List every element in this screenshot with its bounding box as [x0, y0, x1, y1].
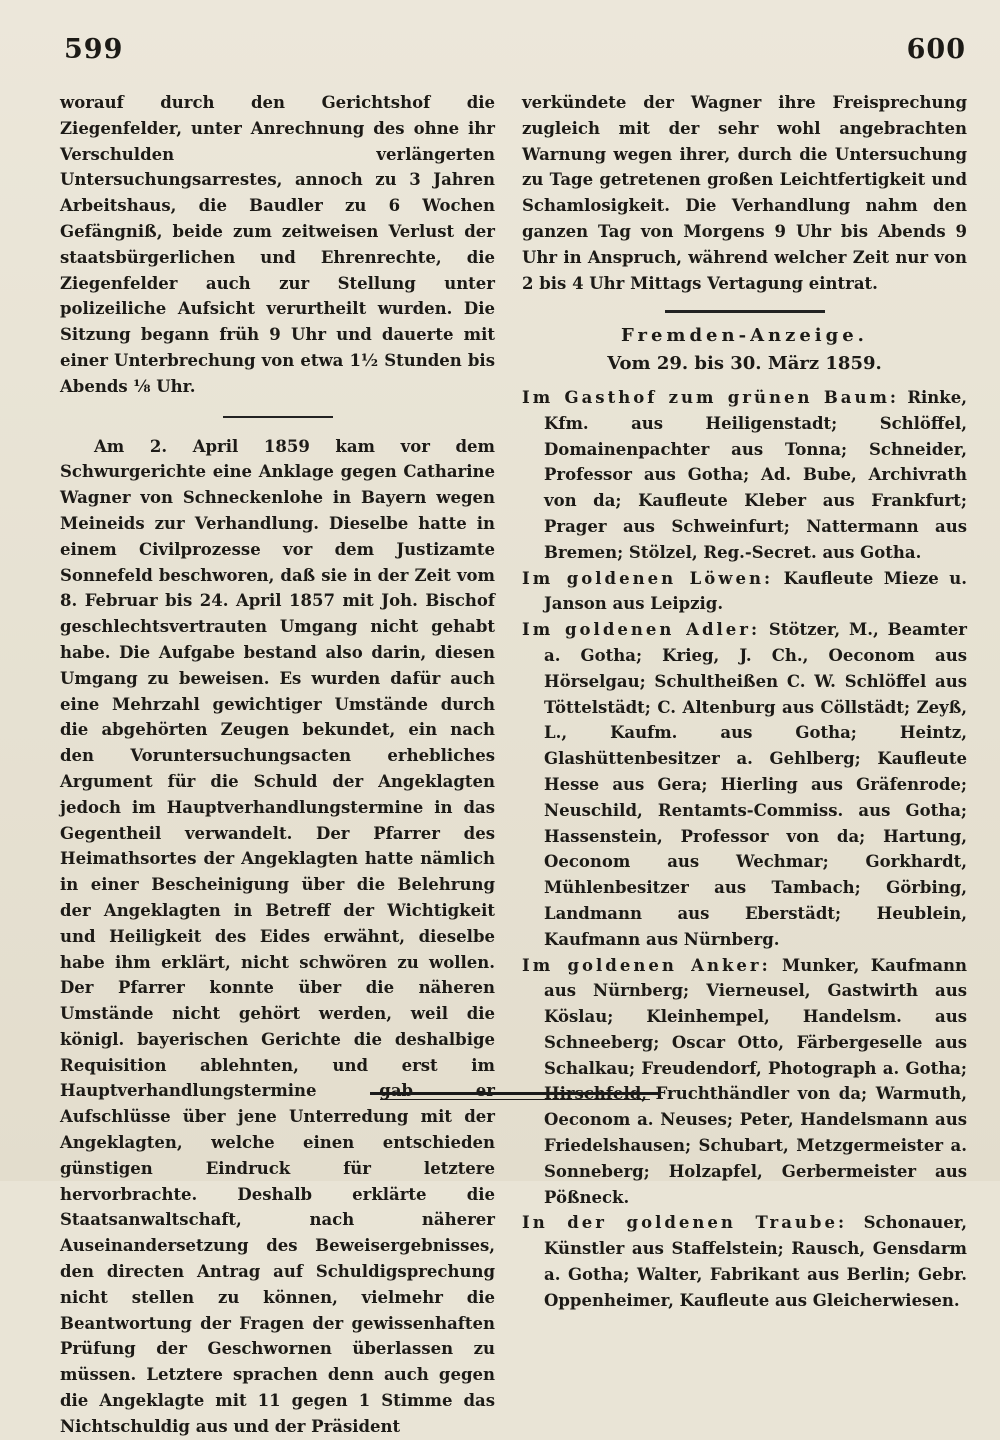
- guest-list: Kaufleute Mieze u. Janson aus Leipzig.: [544, 568, 967, 614]
- visitor-list-date: Vom 29. bis 30. März 1859.: [607, 353, 882, 375]
- guest-list: Schonauer, Künstler aus Staffelstein; Rausch, Gensdarm a. Gotha; Walter, Fabrikant aus Berlin; Gebr. Oppenheimer, Kaufleute aus Gleicherwiesen.: [544, 1213, 967, 1310]
- list-item: [522, 566, 967, 618]
- guest-list: Munker, Kaufmann aus Nürnberg; Vierneusel, Gastwirth aus Köslau; Kleinhempel, Handelsm. aus Schneeberg; Oscar Otto, Färbergeselle aus Schalkau; Freudendorf, Photograph a. Gotha; Hirschfeld, Fruchthändler von da; Warmuth, Oeconom a. Neuses; Peter, Handelsmann aus Friedelshausen; Schubart, Metzgermeister a. Sonneberg; Holzapfel, Gerbermeister aus Pößneck.: [544, 955, 968, 1207]
- hotel-name: Im goldenen Löwen:: [522, 568, 774, 588]
- perjury-trial-paragraph: Am 2. April 1859 kam vor dem Schwurgerichte eine Anklage gegen Catharine Wagner von Schneckenlohe in Bayern wegen Meineids zur Verhandlung. Dieselbe hatte in einem Civilprozesse vor dem Justizamte Sonnefeld beschworen, daß sie in der Zeit vom 8. Februar bis 24. April 1857 mit Joh. Bischof geschlechtsvertrauten Umgang nicht gehabt habe. Die Aufgabe bestand also darin, diesen Umgang zu beweisen. Es wurden dafür auch eine Mehrzahl gewichtiger Umstände durch die abgehörten Zeugen bekundet, ein nach den Voruntersuchungsacten erhebliches Argument für die Schuld der Angeklagten jedoch im Hauptverhandlungstermine in das Gegentheil verwandelt. Der Pfarrer des Heimathsortes der Angeklagten hatte nämlich in einer Bescheinigung über die Belehrung der Angeklagten in Betreff der Wichtigkeit und Heiligkeit des Eides erwähnt, dieselbe habe ihm erklärt, nicht schwören zu wollen. Der Pfarrer konnte über die näheren Umstände nicht gehört werden, weil die königl. bayerischen Gerichte die deshalbige Requisition ablehnten, und erst im Hauptverhandlungstermine gab er Aufschlüsse über jene Unterredung mit der Angeklagten, welche einen entschieden günstigen Eindruck für letztere hervorbrachte. Deshalb erklärte die Staatsanwaltschaft, nach näherer Auseinandersetzung des Beweisergebnisses, den directen Antrag auf Schuldigsprechung nicht stellen zu können, vielmehr die Beantwortung der Fragen der gewissenhaften Prüfung der Geschwornen überlassen zu müssen. Letztere sprachen denn auch gegen die Angeklagte mit 11 gegen 1 Stimme das Nichtschuldig aus und der Präsident: [60, 436, 495, 1436]
- page-number-right: 600: [906, 34, 966, 65]
- page-end-rule-thin: [380, 1099, 650, 1100]
- page-end-rule: [370, 1092, 660, 1095]
- acquittal-paragraph: verkündete der Wagner ihre Freisprechung zugleich mit der sehr wohl angebrachten Warnung wegen ihrer, durch die Untersuchung zu Tage getretenen großen Leichtfertigkeit und Schamlosigkeit. Die Verhandlung nahm den ganzen Tag von Morgens 9 Uhr bis Abends 9 Uhr in Anspruch, während welcher Zeit nur von 2 bis 4 Uhr Mittags Vertagung eintrat.: [522, 93, 967, 293]
- guest-list: Rinke, Kfm. aus Heiligenstadt; Schlöffel, Domainenpachter aus Tonna; Schneider, Professor aus Gotha; Ad. Bube, Archivrath von da; Kaufleute Kleber aus Frankfurt; Prager aus Schweinfurt; Nattermann aus Bremen; Stölzel, Reg.-Secret. aus Gotha.: [544, 387, 967, 562]
- hotel-name: Im Gasthof zum grünen Baum:: [522, 387, 899, 407]
- hotel-name: Im goldenen Anker:: [522, 955, 771, 975]
- section-divider: [223, 416, 333, 418]
- list-item: [522, 617, 967, 952]
- list-item: [522, 385, 967, 566]
- visitor-list-heading: Fremden-Anzeige.: [621, 325, 868, 347]
- page-number-left: 599: [64, 34, 124, 65]
- list-item: [522, 1210, 967, 1313]
- guest-list: Stötzer, M., Beamter a. Gotha; Krieg, J. Ch., Oeconom aus Hörselgau; Schultheißen C. W. Schlöffel aus Töttelstädt; C. Altenburg aus Cöllstädt; Zeyß, L., Kaufm. aus Gotha; Heintz, Glashüttenbesitzer a. Gehlberg; Kaufleute Hesse aus Gera; Hierling aus Gräfenrode; Neuschild, Rentamts-Commiss. aus Gotha; Hassenstein, Professor von da; Hartung, Oeconom aus Wechmar; Gorkhardt, Mühlenbesitzer aus Tambach; Görbing, Landmann aus Eberstädt; Heublein, Kaufmann aus Nürnberg.: [544, 620, 968, 949]
- right-column: [522, 90, 967, 1314]
- hotel-name: In der goldenen Traube:: [522, 1213, 848, 1233]
- left-column: [60, 90, 495, 1440]
- court-verdict-paragraph: worauf durch den Gerichtshof die Ziegenfelder, unter Anrechnung des ohne ihr Verschulden verlängerten Untersuchungsarrestes, annoch zu 3 Jahren Arbeitshaus, die Baudler zu 6 Wochen Gefängniß, beide zum zeitweisen Verlust der staatsbürgerlichen und Ehrenrechte, die Ziegenfelder auch zur Stellung unter polizeiliche Aufsicht verurtheilt wurden. Die Sitzung begann früh 9 Uhr und dauerte mit einer Unterbrechung von etwa 1½ Stunden bis Abends ⅛ Uhr.: [60, 93, 495, 396]
- hotel-name: Im goldenen Adler:: [522, 620, 761, 640]
- list-item: [522, 953, 967, 1211]
- section-divider: [665, 310, 825, 313]
